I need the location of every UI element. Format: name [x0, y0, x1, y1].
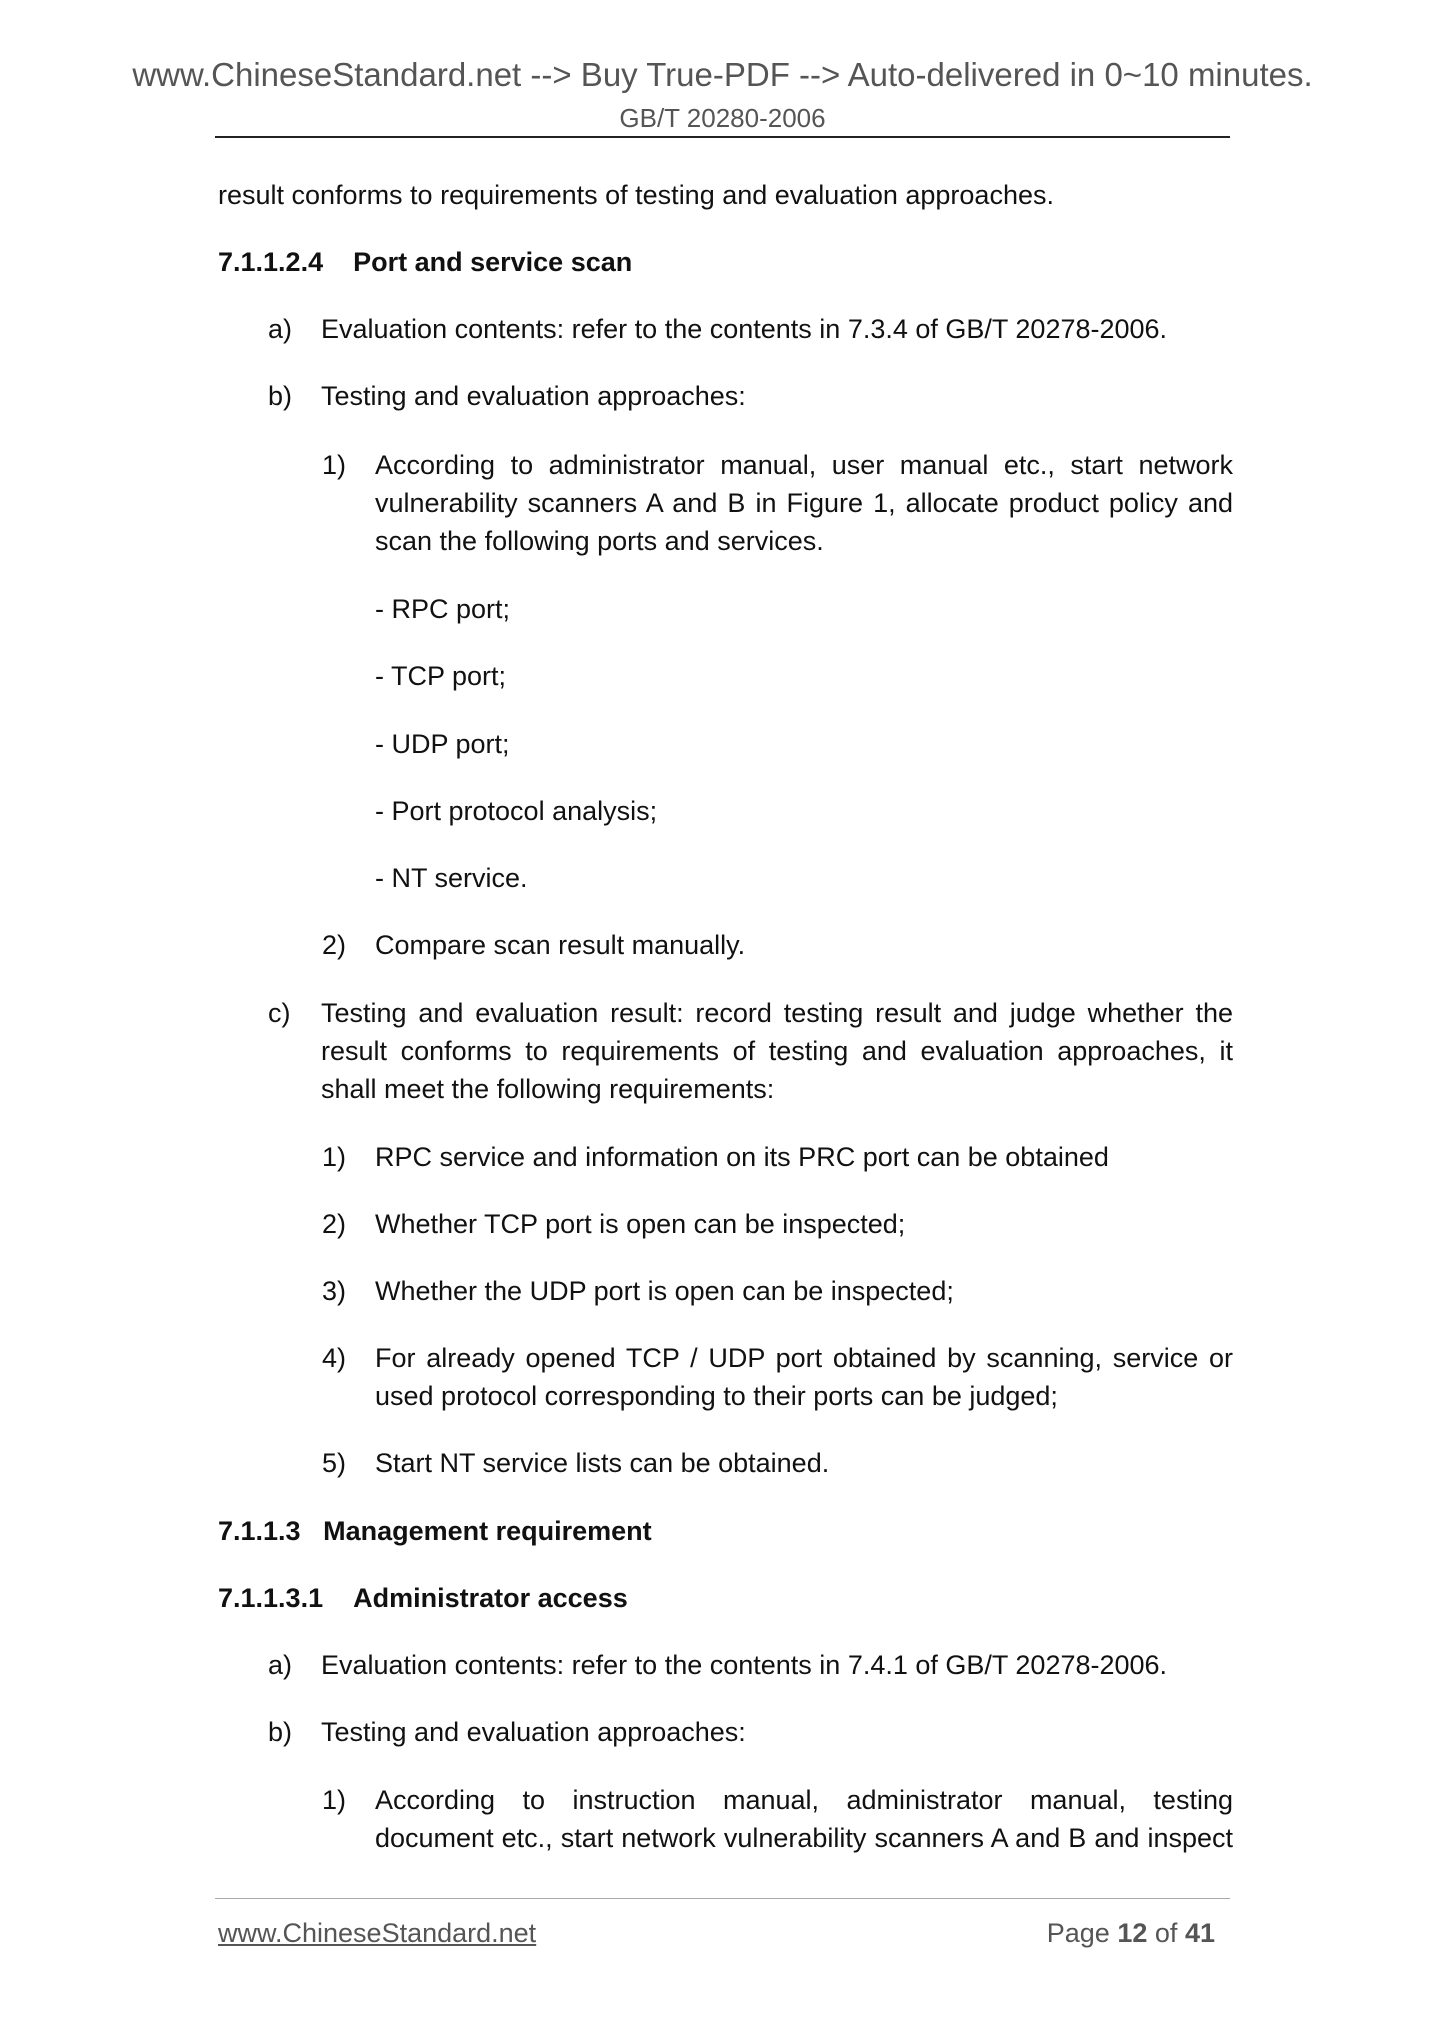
page-indicator	[1047, 1918, 1215, 1949]
section-heading-7-1-1-3-1	[218, 1579, 628, 1617]
sublist-item: According to administrator manual, user manual etc., start network vulnerability scanners A and B in Figure 1, allocate product policy and scan the following ports and services.	[375, 450, 1233, 556]
section-heading-7-1-1-2-4	[218, 243, 632, 281]
dash-item-udp: - UDP port;	[375, 729, 510, 759]
sublist-item: According to instruction manual, administrator manual, testing document etc., start network vulnerability scanners A and B and inspect	[375, 1785, 1233, 1853]
header-banner[interactable]: www.ChineseStandard.net --> Buy True-PDF --> Auto-delivered in 0~10 minutes.	[132, 56, 1313, 93]
header-divider	[215, 136, 1230, 138]
page-prefix: Page	[1046, 1918, 1110, 1948]
list-item-b: Testing and evaluation approaches:	[321, 381, 746, 411]
list-item-b: Testing and evaluation approaches:	[321, 1717, 746, 1747]
section-number: 7.1.1.3.1	[218, 1583, 324, 1613]
list-marker-c: c)	[268, 998, 291, 1028]
list-marker-b: b)	[268, 381, 293, 411]
sublist-marker: 5)	[322, 1448, 347, 1478]
sublist-item: RPC service and information on its PRC port can be obtained	[375, 1142, 1109, 1172]
section-title: Management requirement	[323, 1516, 652, 1546]
section-title: Administrator access	[353, 1583, 628, 1613]
sublist-marker: 1)	[322, 1785, 347, 1815]
section-title: Port and service scan	[353, 247, 633, 277]
section-number: 7.1.1.2.4	[218, 247, 324, 277]
sublist-marker: 3)	[322, 1276, 347, 1306]
section-number: 7.1.1.3	[218, 1516, 301, 1546]
footer-site-link[interactable]: www.ChineseStandard.net	[218, 1918, 537, 1948]
header-standard-number: GB/T 20280-2006	[619, 103, 826, 133]
page-of: of	[1154, 1918, 1178, 1948]
page-current: 12	[1117, 1918, 1148, 1948]
sublist-item: Start NT service lists can be obtained.	[375, 1448, 830, 1478]
sublist-marker: 4)	[322, 1343, 347, 1373]
sublist-item: Whether the UDP port is open can be inspected;	[375, 1276, 954, 1306]
section-heading-7-1-1-3	[218, 1512, 652, 1550]
list-item-c: Testing and evaluation result: record testing result and judge whether the result conforms to requirements of testing and evaluation approaches, it shall meet the following requirements:	[321, 998, 1233, 1104]
dash-item-rpc: - RPC port;	[375, 594, 511, 624]
sublist-item: For already opened TCP / UDP port obtained by scanning, service or used protocol corresponding to their ports can be judged;	[375, 1343, 1233, 1411]
list-item-a: Evaluation contents: refer to the contents in 7.3.4 of GB/T 20278-2006.	[321, 314, 1168, 344]
footer-divider	[215, 1898, 1230, 1899]
list-marker-a: a)	[268, 1650, 293, 1680]
sublist-marker: 2)	[322, 930, 347, 960]
dash-item-protocol: - Port protocol analysis;	[375, 796, 658, 826]
list-item-a: Evaluation contents: refer to the contents in 7.4.1 of GB/T 20278-2006.	[321, 1650, 1168, 1680]
sublist-item: Compare scan result manually.	[375, 930, 746, 960]
sublist-marker: 1)	[322, 1142, 347, 1172]
dash-item-tcp: - TCP port;	[375, 661, 507, 691]
list-marker-b: b)	[268, 1717, 293, 1747]
list-marker-a: a)	[268, 314, 293, 344]
page-total: 41	[1184, 1918, 1215, 1948]
dash-item-nt: - NT service.	[375, 863, 528, 893]
intro-text: result conforms to requirements of testing and evaluation approaches.	[218, 180, 1054, 210]
sublist-item: Whether TCP port is open can be inspected;	[375, 1209, 906, 1239]
sublist-marker: 2)	[322, 1209, 347, 1239]
sublist-marker: 1)	[322, 450, 347, 480]
